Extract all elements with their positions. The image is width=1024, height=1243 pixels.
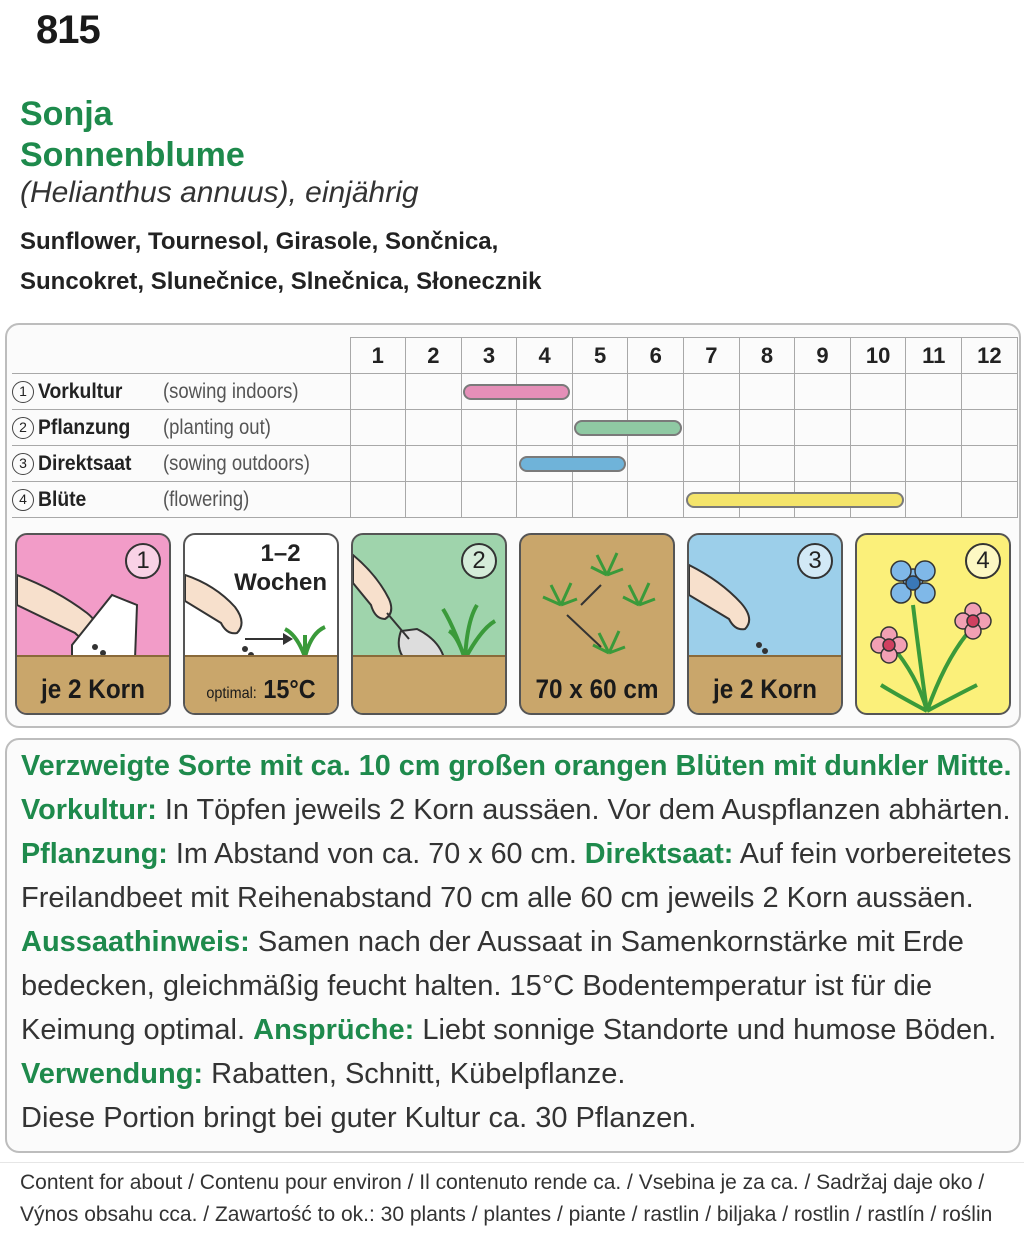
step-badge: 1	[125, 543, 161, 579]
row-number: 2	[12, 417, 34, 439]
month-7: 7	[684, 338, 740, 374]
row-number: 1	[12, 381, 34, 403]
weeks-range: 1–2	[260, 540, 301, 567]
description-headline: Verzweigte Sorte mit ca. 10 cm großen orangen Blüten mit dunkler Mitte.	[21, 750, 1012, 782]
month-3: 3	[461, 338, 517, 374]
description-panel	[5, 738, 1021, 1153]
plant-name: Sonnenblume	[20, 136, 245, 174]
card-spacing	[519, 533, 675, 715]
row-number: 3	[12, 453, 34, 475]
card-caption: je 2 Korn	[713, 674, 817, 704]
row-name: Pflanzung	[38, 415, 131, 439]
card-sowing-outdoors	[687, 533, 843, 715]
row-subtitle: (planting out)	[163, 415, 271, 439]
row-subtitle: (flowering)	[163, 487, 250, 511]
description-line: Verwendung: Rabatten, Schnitt, Kübelpflanze.	[21, 1058, 626, 1090]
card-flowering	[855, 533, 1011, 715]
content-note-line2: Výnos obsahu cca. / Zawartość to ok.: 30 plants / plantes / piante / rastlin / biljaka / rostlin / rastlín / roślin	[20, 1203, 993, 1226]
row-number: 4	[12, 489, 34, 511]
optimal-label: optimal:	[206, 685, 257, 702]
calendar-row-bluete	[12, 482, 1017, 518]
calendar-row-pflanzung	[12, 410, 1017, 446]
card-caption: je 2 Korn	[41, 674, 145, 704]
variety-name: Sonja	[20, 95, 113, 133]
description-line: Aussaathinweis: Samen nach der Aussaat in Samenkornstärke mit Erde	[21, 926, 964, 958]
row-subtitle: (sowing indoors)	[163, 379, 299, 403]
card-caption: 70 x 60 cm	[535, 674, 659, 704]
description-line: Keimung optimal. Ansprüche: Liebt sonnige Standorte und humose Böden.	[21, 1014, 997, 1046]
month-6: 6	[628, 338, 684, 374]
card-planting-out	[351, 533, 507, 715]
description-line: Freilandbeet mit Reihenabstand 70 cm alle 60 cm jeweils 2 Korn aussäen.	[21, 882, 974, 914]
translated-names-line2: Suncokret, Slunečnice, Slnečnica, Słonecznik	[20, 268, 542, 295]
month-12: 12	[962, 338, 1018, 374]
calendar-row-direktsaat	[12, 446, 1017, 482]
description-line: bedecken, gleichmäßig feucht halten. 15°C Bodentemperatur ist für die	[21, 970, 933, 1002]
row-name: Vorkultur	[38, 379, 123, 403]
description-line: Diese Portion bringt bei guter Kultur ca. 30 Pflanzen.	[21, 1102, 697, 1134]
description-line: Pflanzung: Im Abstand von ca. 70 x 60 cm. Direktsaat: Auf fein vorbereitetes	[21, 838, 1012, 870]
step-badge: 2	[461, 543, 497, 579]
card-sowing-indoors	[15, 533, 171, 715]
translated-names-line1: Sunflower, Tournesol, Girasole, Sončnica,	[20, 228, 499, 255]
month-11: 11	[906, 338, 962, 374]
product-number: 815	[36, 8, 100, 52]
description-line	[21, 750, 1012, 783]
month-1: 1	[350, 338, 406, 374]
row-name: Direktsaat	[38, 451, 132, 475]
month-9: 9	[795, 338, 851, 374]
calendar-row-vorkultur	[12, 374, 1017, 410]
content-note-line1: Content for about / Contenu pour environ / Il contenuto rende ca. / Vsebina je za ca. / Sadržaj daje oko /	[20, 1171, 985, 1194]
step-badge: 4	[965, 543, 1001, 579]
month-2: 2	[406, 338, 462, 374]
card-germination	[183, 533, 339, 715]
sowing-calendar	[12, 337, 1018, 518]
row-subtitle: (sowing outdoors)	[163, 451, 310, 475]
description-line: Vorkultur: In Töpfen jeweils 2 Korn aussäen. Vor dem Auspflanzen abhärten.	[21, 794, 1011, 826]
month-5: 5	[572, 338, 628, 374]
month-4: 4	[517, 338, 573, 374]
month-8: 8	[739, 338, 795, 374]
calendar-month-header	[12, 338, 1017, 374]
weeks-label: Wochen	[234, 569, 327, 596]
month-10: 10	[850, 338, 906, 374]
step-badge: 3	[797, 543, 833, 579]
row-name: Blüte	[38, 487, 87, 511]
card-caption: 15°C	[263, 674, 316, 704]
latin-name: (Helianthus annuus), einjährig	[20, 176, 419, 209]
